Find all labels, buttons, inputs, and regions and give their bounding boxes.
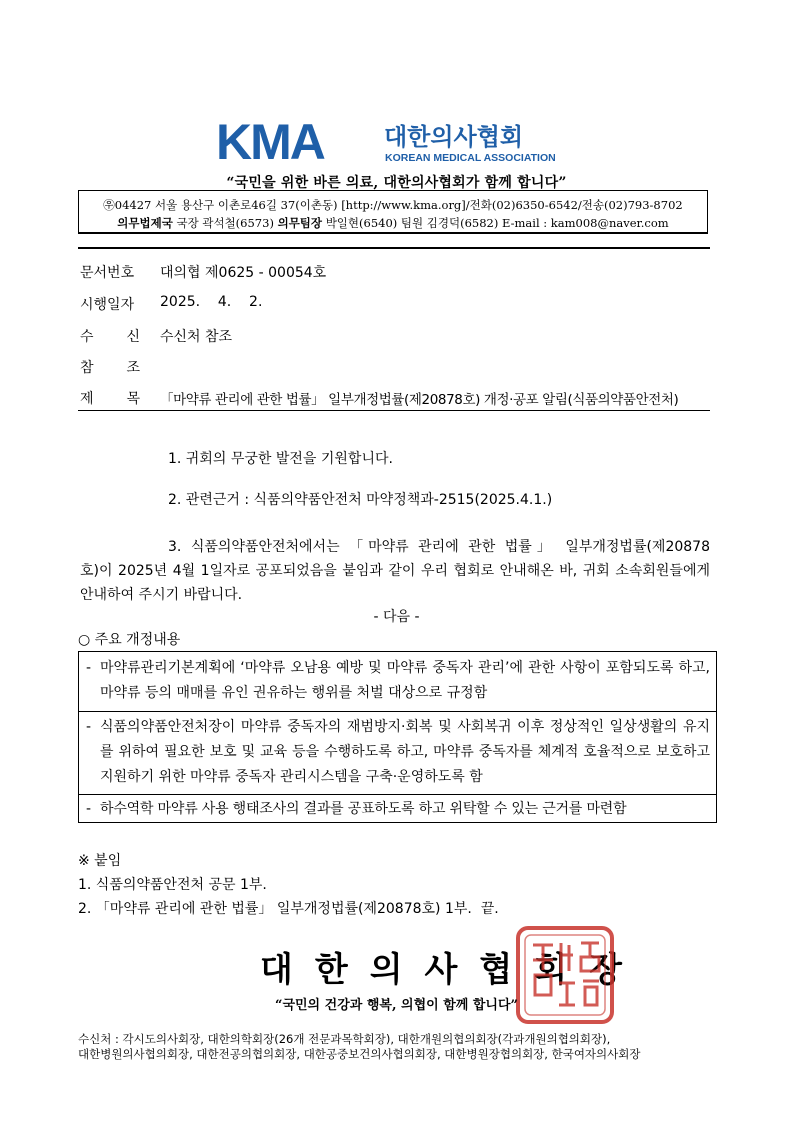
changes-box xyxy=(78,651,717,823)
recipients-list xyxy=(78,1032,718,1062)
subject-divider xyxy=(78,410,710,411)
paragraph-3 xyxy=(80,535,710,607)
attachment-item: 1. 식품의약품안전처 공문 1부. xyxy=(78,877,267,893)
paragraph-3-first-line: 3. 식품의약품안전처에서는 「마약류 관리에 관한 법률」 일부개정법률(제20878 xyxy=(168,539,710,555)
reference-label: 참 조 xyxy=(80,360,140,376)
main-changes-title: ○ 주요 개정내용 xyxy=(78,632,181,648)
next-heading: - 다음 - xyxy=(373,609,420,625)
subject-label: 제 목 xyxy=(80,391,140,407)
change-item: - 마약류관리기본계획에 ‘마약류 오남용 예방 및 마약류 중독자 관리’에 관한 사항이 포함되도록 하고, 마약류 등의 매매를 유인 권유하는 행위를 처벌 대상으로 규정함 xyxy=(86,660,710,701)
recipient-value: 수신처 참조 xyxy=(160,329,233,345)
kma-logo xyxy=(216,117,576,167)
doc-number: 대의협 제0625 - 00054호 xyxy=(160,265,327,281)
date-value: 2025. 4. 2. xyxy=(160,294,263,310)
team-text: 박일현(6540) 팀원 김경덕(6582) E-mail : kam008@naver.com xyxy=(325,216,669,230)
header-divider xyxy=(78,247,710,249)
attachment-item: 2. 「마약류 관리에 관한 법률」 일부개정법률(제20878호) 1부. 끝. xyxy=(78,901,499,917)
logo-korean: 대한의사협회 xyxy=(384,123,524,151)
paragraph-1: 1. 귀회의 무궁한 발전을 기원합니다. xyxy=(168,451,393,467)
date-label: 시행일자 xyxy=(80,297,135,313)
logo-letters: KMA xyxy=(216,117,324,167)
address-line: ㉾04427 서울 용산구 이촌로46길 37(이촌동) [http://www.kma.org]/전화(02)6350-6542/전송(02)793-8702 xyxy=(103,198,683,212)
dept-text: 국장 곽석철(6573) xyxy=(176,216,274,230)
doc-number-label: 문서번호 xyxy=(80,265,135,281)
address-box xyxy=(78,190,708,234)
paragraph-3-rest: 호)이 2025년 4월 1일자로 공포되었음을 붙임과 같이 우리 협회로 안내해온 바, 귀회 소속회원들에게 안내하여 주시기 바랍니다. xyxy=(80,563,710,603)
header-slogan: “국민을 위한 바른 의료, 대한의사협회가 함께 합니다” xyxy=(226,175,567,191)
subject-value: 「마약류 관리에 관한 법률」 일부개정법률(제20878호) 개정·공포 알림(식품의약품안전처) xyxy=(160,392,679,408)
contact-line xyxy=(79,215,707,231)
recipients-line: 수신처 : 각시도의사회장, 대한의학회장(26개 전문과목학회장), 대한개원의협의회장(각과개원의협의회장), xyxy=(78,1032,611,1046)
paragraph-2: 2. 관련근거 : 식품의약품안전처 마약정책과-2515(2025.4.1.) xyxy=(168,492,553,508)
item-divider xyxy=(79,711,716,712)
footer-slogan: “국민의 건강과 행복, 의협이 함께 합니다” xyxy=(274,998,519,1013)
dept-label: 의무법제국 xyxy=(117,216,173,230)
item-divider xyxy=(79,794,716,795)
recipient-label: 수 신 xyxy=(80,329,140,345)
logo-english: KOREAN MEDICAL ASSOCIATION xyxy=(385,152,556,164)
change-item: - 하수역학 마약류 사용 행태조사의 결과를 공표하도록 하고 위탁할 수 있는 근거를 마련함 xyxy=(86,801,627,817)
change-item: - 식품의약품안전처장이 마약류 중독자의 재범방지·회복 및 사회복귀 이후 정상적인 일상생활의 유지를 위하여 필요한 보호 및 교육 등을 수행하도록 하고, 마약류 중독자를 체계적 호율적으로 보호하고 지원하기 위한 마약류 중독자 관리시스템을 구축·운영하도록 함 xyxy=(86,719,710,785)
team-label: 의무팀장 xyxy=(277,216,323,230)
recipients-line: 대한병원의사협의회장, 대한전공의협의회장, 대한공중보건의사협의회장, 대한병원장협의회장, 한국여자의사회장 xyxy=(78,1047,641,1061)
attachment-title: ※ 붙임 xyxy=(78,853,122,869)
org-name: 대한의사협회장 xyxy=(260,950,644,990)
